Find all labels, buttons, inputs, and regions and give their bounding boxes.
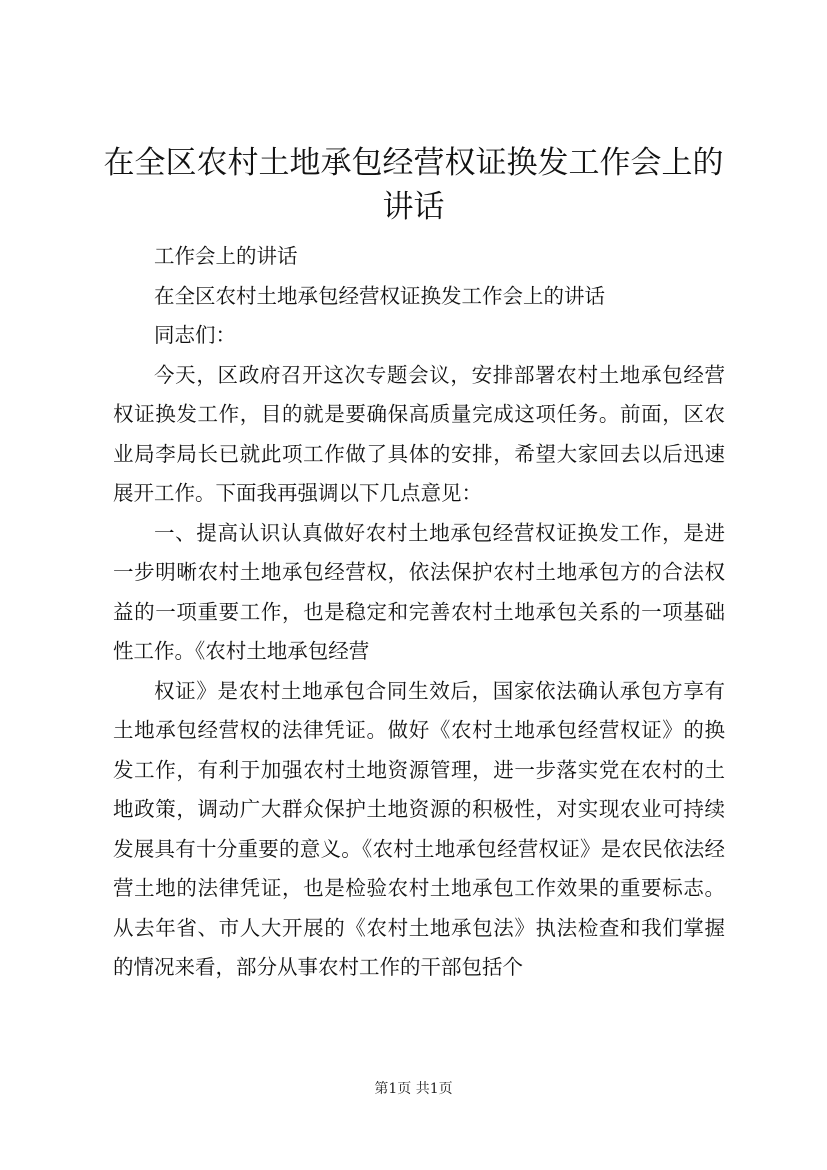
paragraph-salutation: 同志们： [154,323,236,347]
document-body [113,237,725,988]
page-footer: 第1页 共1页 [374,1081,453,1097]
document-title: 在全区农村土地承包经营权证换发工作会上的讲话 [103,145,724,225]
paragraph-point-one: 一、提高认识认真做好农村土地承包经营权证换发工作，是进一步明晰农村土地承包经营权，依法保护农村土地承包方的合法权益的一项重要工作，也是稳定和完善农村土地承包关系的一项基础性工作。《农村土地承包经营 [113,520,725,663]
paragraph-subtitle: 工作会上的讲话 [154,244,298,268]
paragraph-intro: 今天，区政府召开这次专题会议，安排部署农村土地承包经营权证换发工作，目的就是要确保高质量完成这项任务。前面，区农业局李局长已就此项工作做了具体的安排，希望大家回去以后迅速展开工作。下面我再强调以下几点意见： [113,362,725,505]
paragraph-point-one-continued: 权证》是农村土地承包合同生效后，国家依法确认承包方享有土地承包经营权的法律凭证。做好《农村土地承包经营权证》的换发工作，有利于加强农村土地资源管理，进一步落实党在农村的土地政策，调动广大群众保护土地资源的积极性，对实现农业可持续发展具有十分重要的意义。《农村土地承包经营权证》是农民依法经营土地的法律凭证，也是检验农村土地承包工作效果的重要标志。从去年省、市人大开展的《农村土地承包法》执法检查和我们掌握的情况来看，部分从事农村工作的干部包括个 [113,678,725,979]
paragraph-full-title: 在全区农村土地承包经营权证换发工作会上的讲话 [154,283,605,308]
